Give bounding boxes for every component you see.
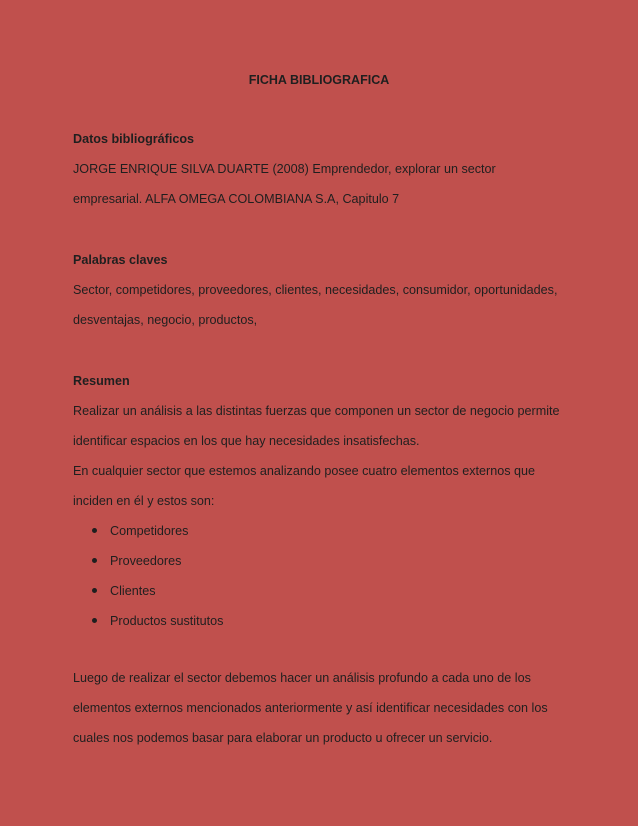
- list-item: [73, 576, 573, 606]
- document-title-text: FICHA BIBLIOGRAFICA: [248, 73, 390, 87]
- list-item: [73, 546, 573, 576]
- document-body: [73, 132, 573, 753]
- bullet-icon: [92, 558, 97, 563]
- bullet-icon: [92, 528, 97, 533]
- list-item: [73, 516, 573, 546]
- paragraph-line: Sector, competidores, proveedores, clientes, necesidades, consumidor, oportunidades,: [73, 283, 558, 297]
- paragraph-line: En cualquier sector que estemos analizando posee cuatro elementos externos que: [73, 464, 536, 478]
- paragraph-line: cuales nos podemos basar para elaborar un producto u ofrecer un servicio.: [73, 731, 493, 745]
- paragraph-line: JORGE ENRIQUE SILVA DUARTE (2008) Emprendedor, explorar un sector: [73, 162, 496, 176]
- paragraph-line: Realizar un análisis a las distintas fuerzas que componen un sector de negocio permite: [73, 404, 560, 418]
- bullet-icon: [92, 618, 97, 623]
- section-heading-palabras: Palabras claves: [73, 253, 168, 267]
- paragraph-line: identificar espacios en los que hay necesidades insatisfechas.: [73, 434, 420, 448]
- paragraph-line: empresarial. ALFA OMEGA COLOMBIANA S.A, Capitulo 7: [73, 192, 400, 206]
- bullet-icon: [92, 588, 97, 593]
- paragraph-line: elementos externos mencionados anteriormente y así identificar necesidades con los: [73, 701, 548, 715]
- section-heading-resumen: Resumen: [73, 374, 130, 388]
- document-title: [0, 73, 638, 87]
- list-item-label: Clientes: [110, 584, 156, 598]
- paragraph-line: inciden en él y estos son:: [73, 494, 215, 508]
- section-heading-datos: Datos bibliográficos: [73, 132, 195, 146]
- bullet-list: [73, 516, 573, 636]
- list-item: [73, 606, 573, 636]
- paragraph-line: desventajas, negocio, productos,: [73, 313, 258, 327]
- list-item-label: Competidores: [110, 524, 189, 538]
- list-item-label: Productos sustitutos: [110, 614, 224, 628]
- list-item-label: Proveedores: [110, 554, 182, 568]
- paragraph-line: Luego de realizar el sector debemos hacer un análisis profundo a cada uno de los: [73, 671, 531, 685]
